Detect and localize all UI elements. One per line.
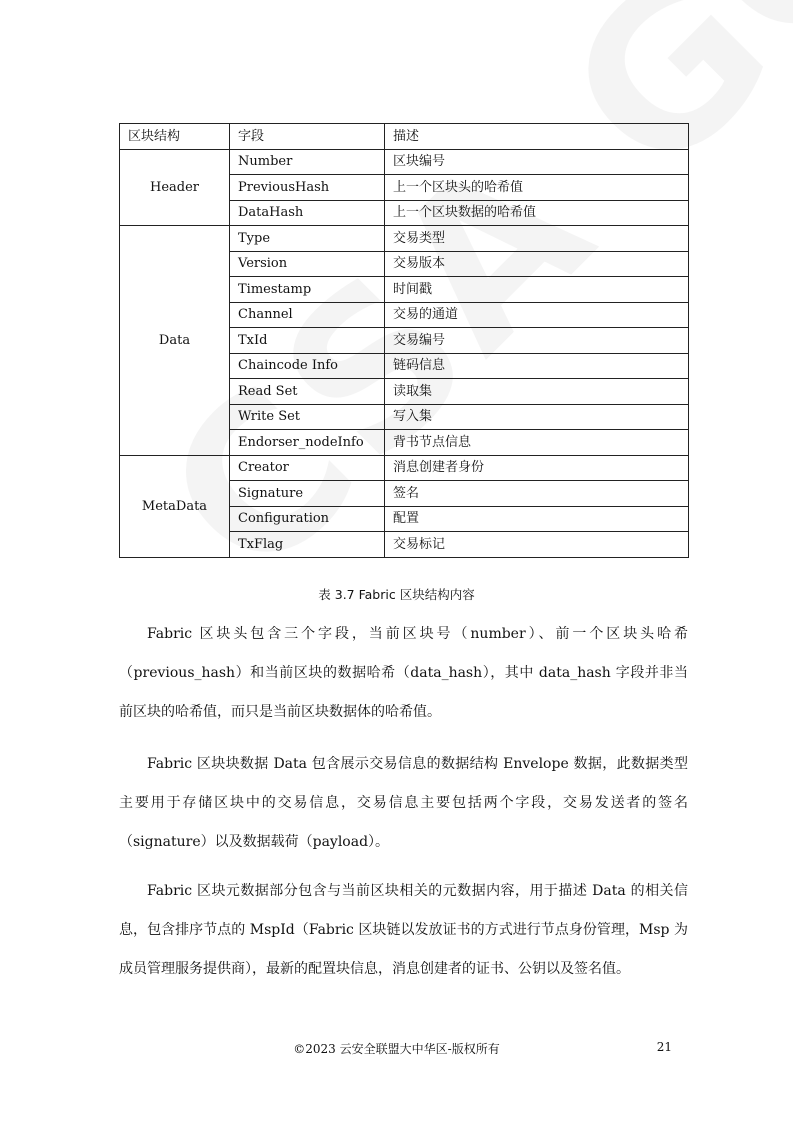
- description-cell: 签名: [385, 481, 689, 507]
- paragraph-block-data: Fabric 区块块数据 Data 包含展示交易信息的数据结构 Envelope 数据，此数据类型主要用于存储区块中的交易信息，交易信息主要包括两个字段，交易发送者的签名（signature）以及数据载荷（payload）。: [119, 756, 688, 850]
- field-cell: Endorser_nodeInfo: [230, 430, 385, 456]
- description-cell: 交易版本: [385, 251, 689, 277]
- description-cell: 背书节点信息: [385, 430, 689, 456]
- group-cell-data: Data: [120, 226, 230, 456]
- description-cell: 读取集: [385, 379, 689, 405]
- field-cell: Number: [230, 149, 385, 175]
- column-header: 区块结构: [120, 124, 230, 150]
- description-cell: 链码信息: [385, 353, 689, 379]
- table-row: [120, 226, 689, 252]
- description-cell: 交易编号: [385, 328, 689, 354]
- field-cell: Configuration: [230, 506, 385, 532]
- field-cell: Write Set: [230, 404, 385, 430]
- description-cell: 消息创建者身份: [385, 455, 689, 481]
- footer-copyright: ©2023 云安全联盟大中华区-版权所有: [293, 1042, 500, 1056]
- field-cell: Signature: [230, 481, 385, 507]
- table-row: [120, 455, 689, 481]
- table-row: [120, 149, 689, 175]
- field-cell: Timestamp: [230, 277, 385, 303]
- block-structure-table: [119, 123, 689, 558]
- table-header-row: [120, 124, 689, 150]
- description-cell: 上一个区块头的哈希值: [385, 175, 689, 201]
- description-cell: 写入集: [385, 404, 689, 430]
- column-header: 描述: [385, 124, 689, 150]
- paragraph-block-metadata: Fabric 区块元数据部分包含与当前区块相关的元数据内容，用于描述 Data 的相关信息，包含排序节点的 MspId（Fabric 区块链以发放证书的方式进行节点身份管理，Msp 为成员管理服务提供商），最新的配置块信息，消息创建者的证书、公钥以及签名值。: [119, 883, 688, 977]
- table-caption: 表 3.7 Fabric 区块结构内容: [318, 587, 475, 602]
- field-cell: DataHash: [230, 200, 385, 226]
- description-cell: 区块编号: [385, 149, 689, 175]
- description-cell: 配置: [385, 506, 689, 532]
- field-cell: Creator: [230, 455, 385, 481]
- description-cell: 时间戳: [385, 277, 689, 303]
- description-cell: 交易的通道: [385, 302, 689, 328]
- description-cell: 上一个区块数据的哈希值: [385, 200, 689, 226]
- page-number: 21: [656, 1040, 672, 1054]
- field-cell: PreviousHash: [230, 175, 385, 201]
- field-cell: Read Set: [230, 379, 385, 405]
- column-header: 字段: [230, 124, 385, 150]
- field-cell: TxFlag: [230, 532, 385, 558]
- field-cell: Channel: [230, 302, 385, 328]
- field-cell: Type: [230, 226, 385, 252]
- field-cell: Version: [230, 251, 385, 277]
- description-cell: 交易标记: [385, 532, 689, 558]
- group-cell-metadata: MetaData: [120, 455, 230, 557]
- field-cell: Chaincode Info: [230, 353, 385, 379]
- description-cell: 交易类型: [385, 226, 689, 252]
- field-cell: TxId: [230, 328, 385, 354]
- paragraph-block-header: Fabric 区块头包含三个字段，当前区块号（number）、前一个区块头哈希（previous_hash）和当前区块的数据哈希（data_hash），其中 data_hash 字段并非当前区块的哈希值，而只是当前区块数据体的哈希值。: [119, 626, 688, 720]
- group-cell-header: Header: [120, 149, 230, 226]
